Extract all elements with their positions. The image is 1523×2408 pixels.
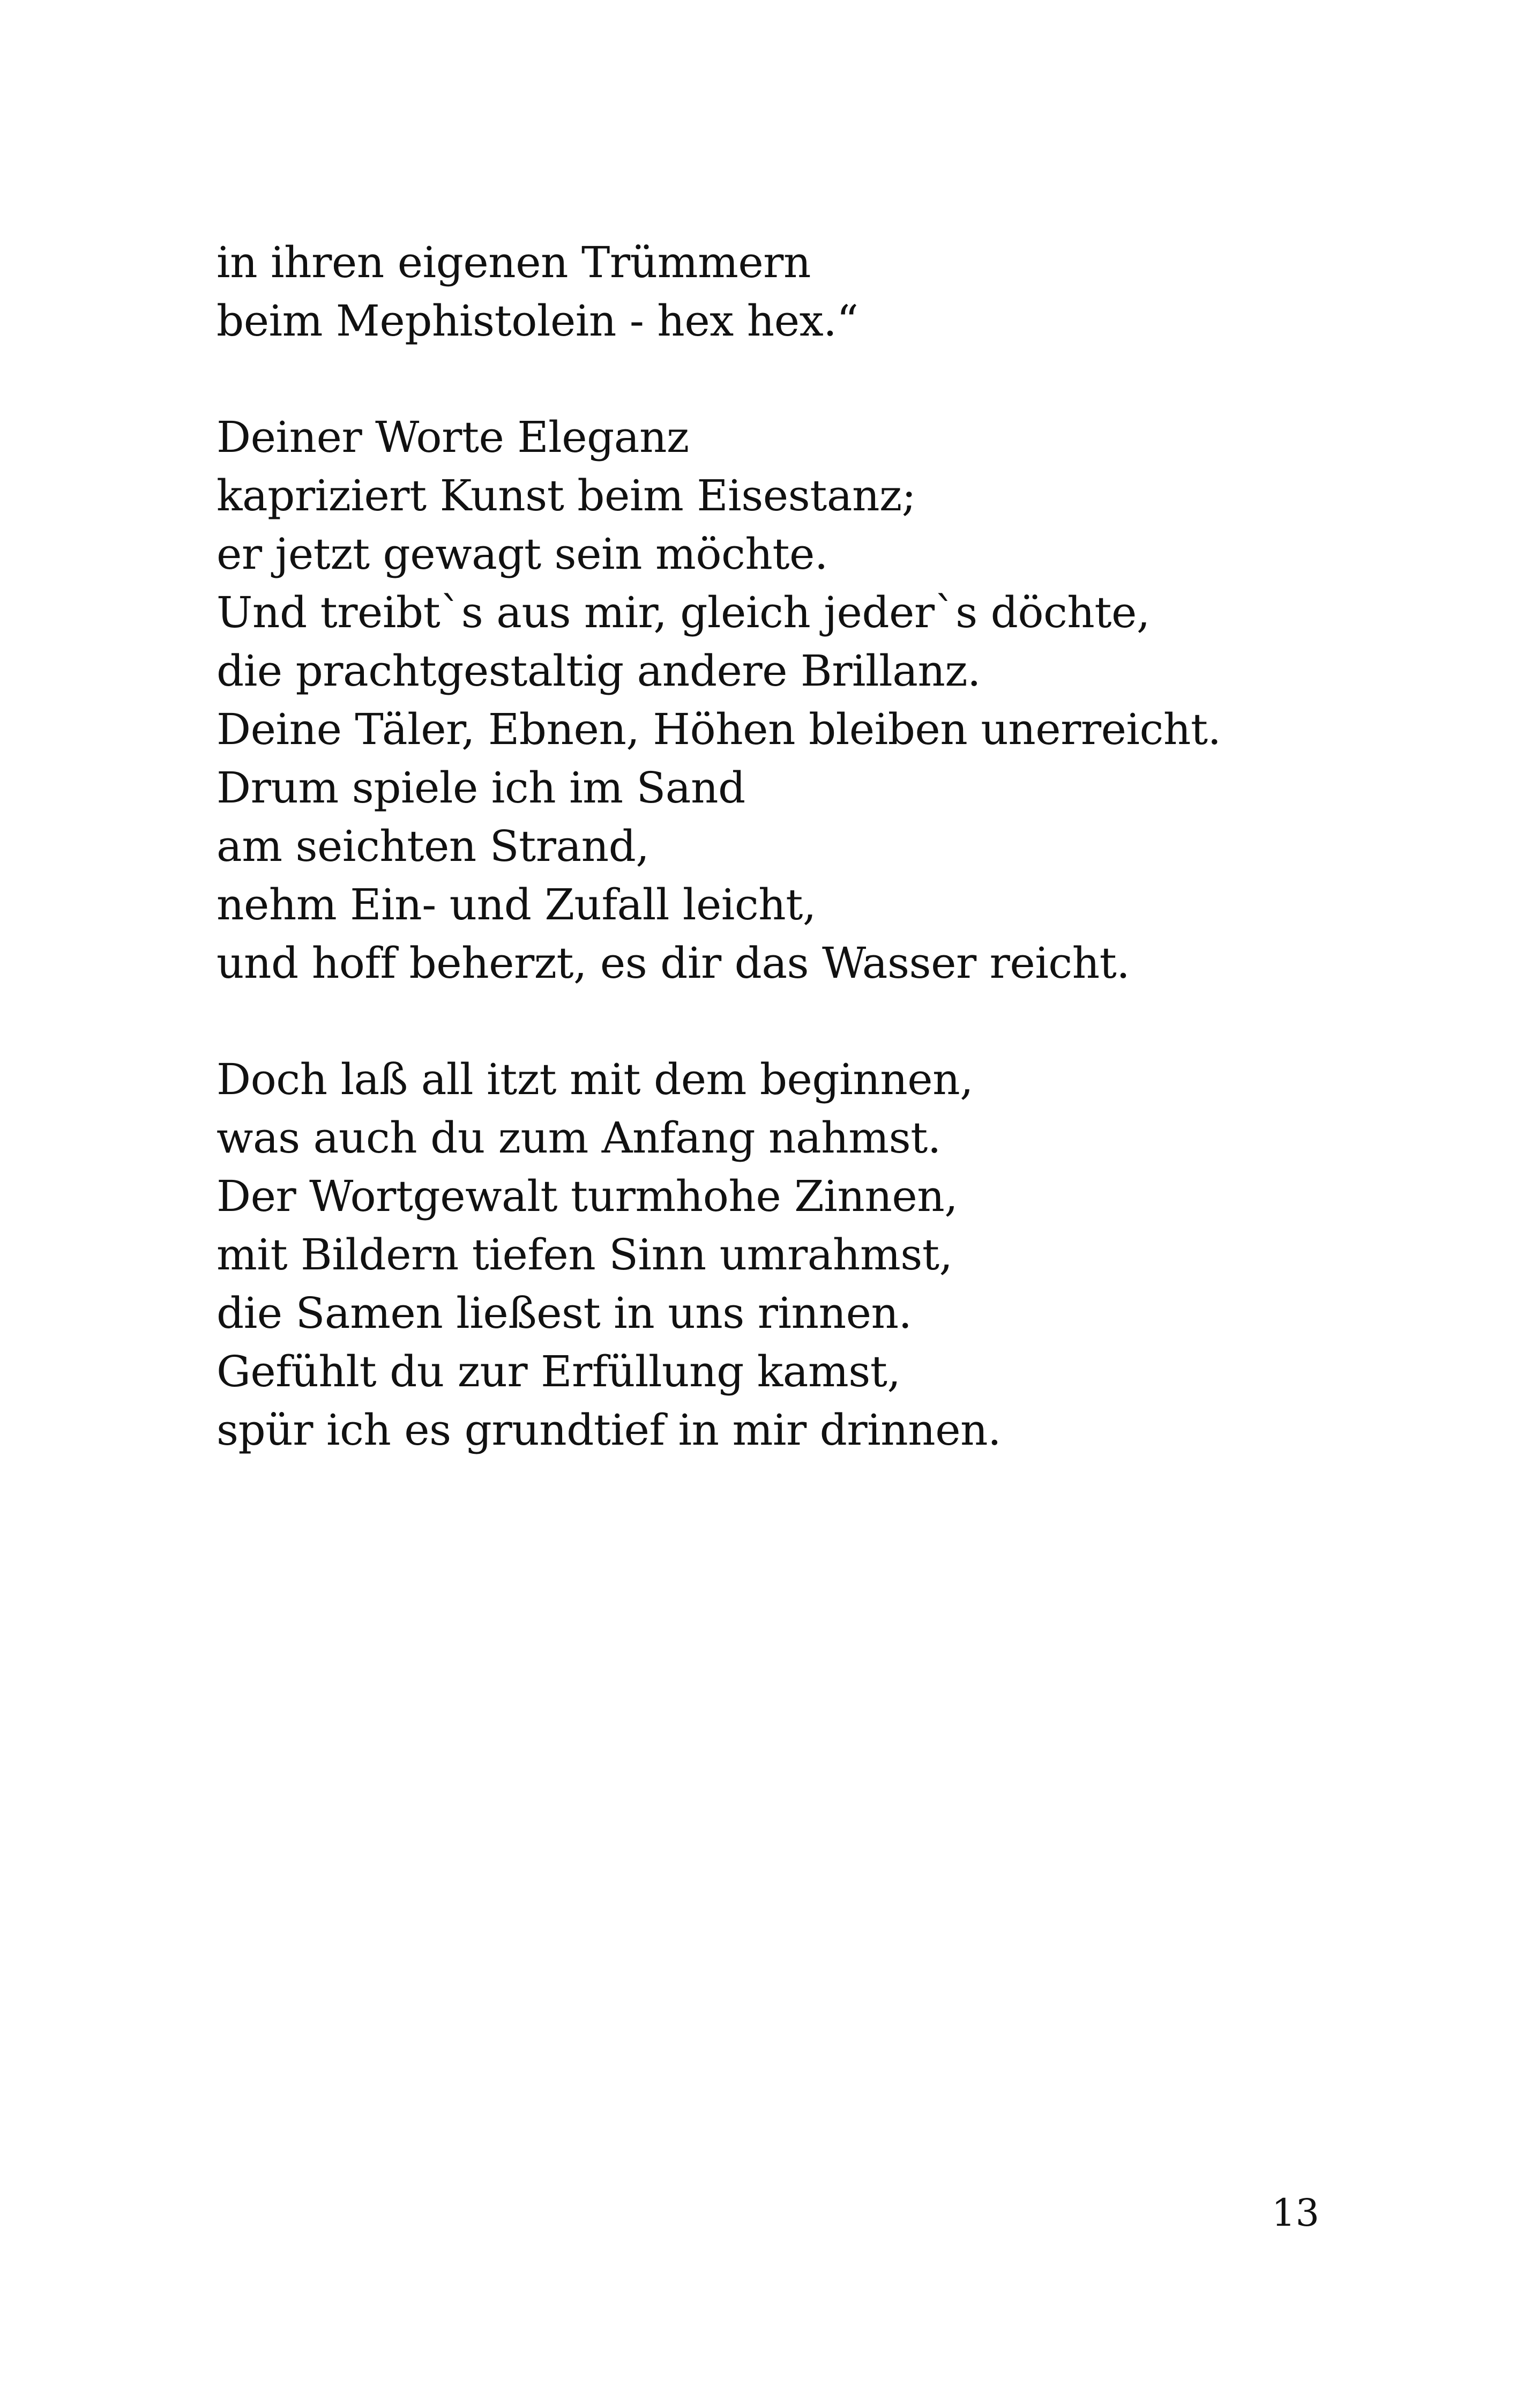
poem-line: Deine Täler, Ebnen, Höhen bleiben unerreicht. (216, 704, 1221, 754)
stanza-3 (216, 1050, 1342, 1459)
poem-line: am seichten Strand, (216, 821, 649, 871)
poem-line: Drum spiele ich im Sand (216, 763, 745, 813)
poem-line: mit Bildern tiefen Sinn umrahmst, (216, 1230, 953, 1280)
poem-line: Doch laß all itzt mit dem beginnen, (216, 1054, 974, 1104)
poem-body (216, 233, 1342, 1517)
stanza-1 (216, 233, 1342, 350)
poem-line: er jetzt gewagt sein möchte. (216, 529, 828, 579)
poem-line: die Samen ließest in uns rinnen. (216, 1288, 912, 1338)
poem-line: nehm Ein- und Zufall leicht, (216, 880, 816, 930)
poem-line: kapriziert Kunst beim Eisestanz; (216, 471, 916, 521)
poem-line: Deiner Worte Eleganz (216, 412, 689, 462)
poem-line: was auch du zum Anfang nahmst. (216, 1113, 941, 1163)
poem-line: Und treibt`s aus mir, gleich jeder`s döchte, (216, 588, 1150, 637)
poem-line: Der Wortgewalt turmhohe Zinnen, (216, 1171, 958, 1221)
poem-line: spür ich es grundtief in mir drinnen. (216, 1405, 1001, 1455)
poem-line: und hoff beherzt, es dir das Wasser reicht. (216, 938, 1130, 988)
poem-line: in ihren eigenen Trümmern (216, 237, 811, 287)
poem-line: die prachtgestaltig andere Brillanz. (216, 646, 981, 696)
poem-line: beim Mephistolein - hex hex.“ (216, 296, 858, 346)
poem-line: Gefühlt du zur Erfüllung kamst, (216, 1347, 901, 1396)
stanza-2 (216, 408, 1342, 992)
page-number: 13 (1271, 2191, 1319, 2235)
